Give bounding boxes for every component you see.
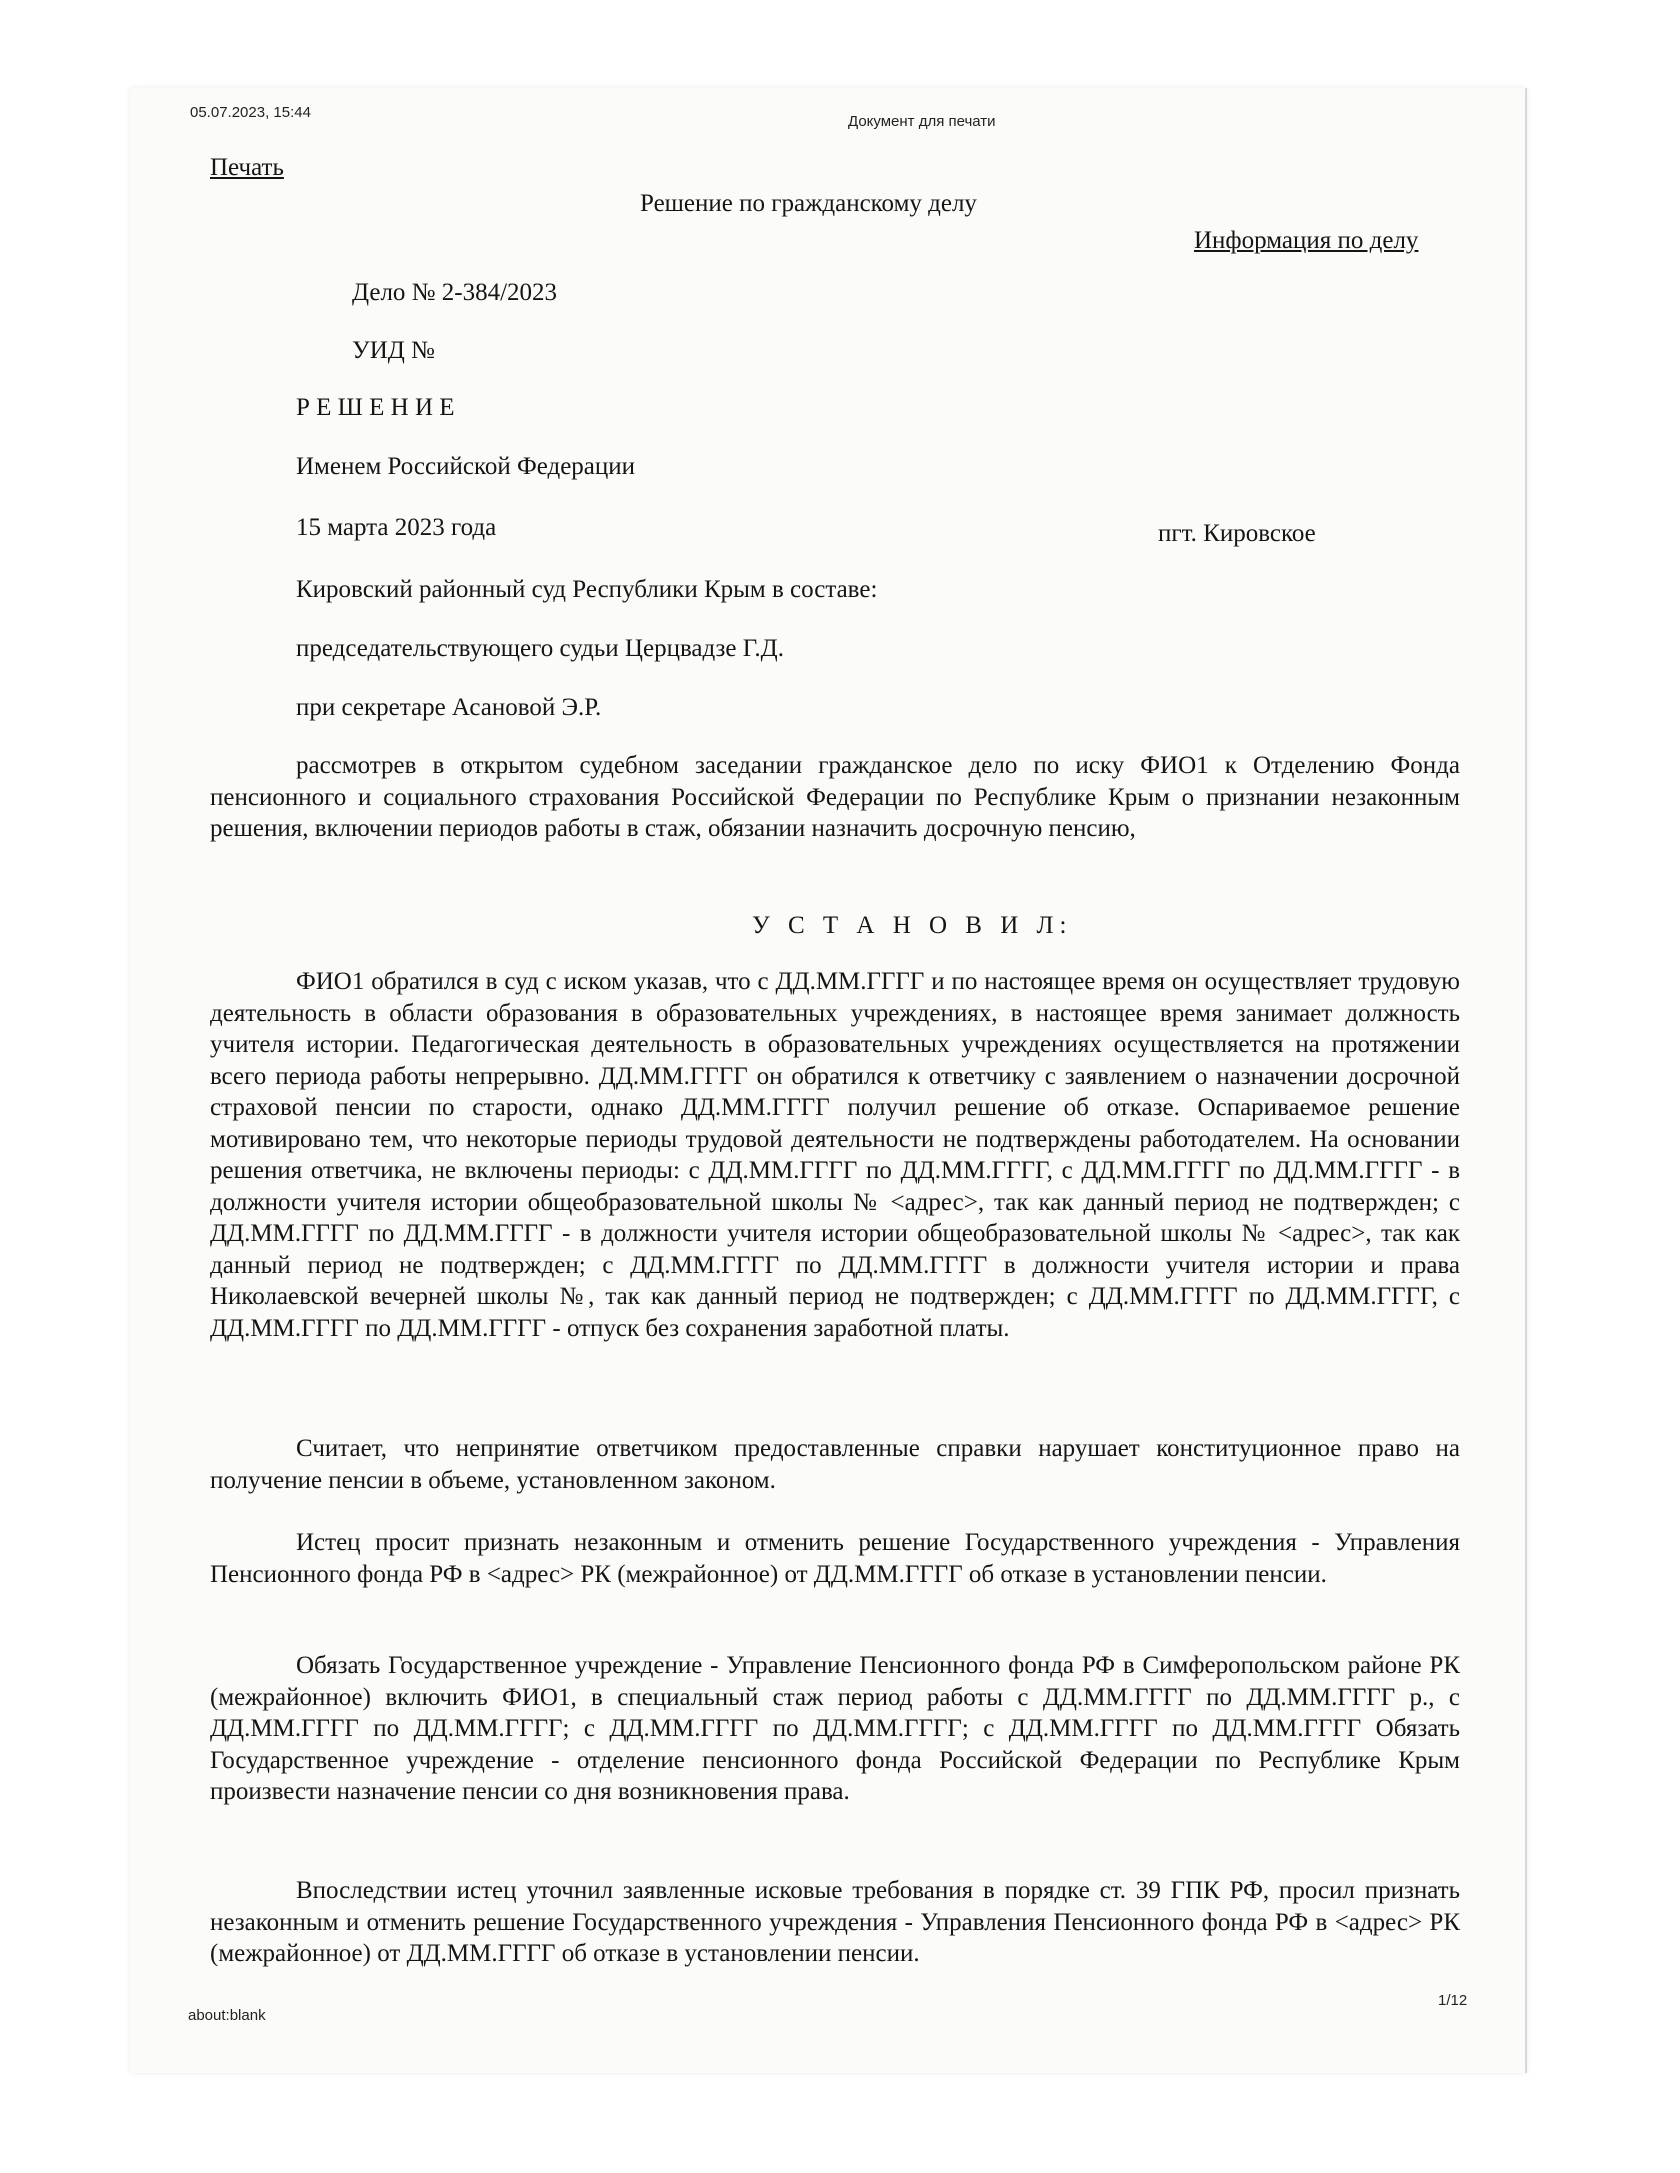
paragraph-2	[210, 1433, 1460, 1496]
decision-date: 15 марта 2023 года	[296, 514, 497, 541]
established-heading: У С Т А Н О В И Л:	[752, 912, 1073, 939]
decision-place: пгт. Кировское	[1158, 520, 1316, 547]
print-page-title: Документ для печати	[848, 113, 996, 130]
considered-text: рассмотрев в открытом судебном заседании гражданское дело по иску ФИО1 к Отделению Фонда пенсионного и социального страхования Российской Федерации по Республике Крым о признании незаконным решения, включении периодов работы в стаж, обязании назначить досрочную пенсию,	[210, 752, 1460, 842]
court-composition: Кировский районный суд Республики Крым в составе:	[296, 576, 878, 603]
uid-label: УИД №	[352, 337, 435, 364]
presiding-judge: председательствующего судьи Церцвадзе Г.Д.	[296, 635, 784, 662]
page-counter: 1/12	[1438, 1992, 1468, 2009]
decision-title: Р Е Ш Е Н И Е	[296, 394, 455, 421]
case-number: Дело № 2-384/2023	[352, 279, 558, 306]
paragraph-3	[210, 1527, 1460, 1590]
paragraph-4	[210, 1650, 1460, 1808]
paragraph-5	[210, 1875, 1460, 1970]
print-link[interactable]: Печать	[210, 154, 284, 181]
paragraph-4-text: Обязать Государственное учреждение - Управление Пенсионного фонда РФ в Симферопольском районе РК (межрайонное) включить ФИО1, в специальный стаж период работы с ДД.ММ.ГГГГ по ДД.ММ.ГГГГ р., с ДД.ММ.ГГГГ по ДД.ММ.ГГГГ; с ДД.ММ.ГГГГ по ДД.ММ.ГГГГ; с ДД.ММ.ГГГГ по ДД.ММ.ГГГГ Обязать Государственное учреждение - отделение пенсионного фонда Российской Федерации по Республике Крым произвести назначение пенсии со дня возникновения права.	[210, 1652, 1460, 1805]
case-info-link[interactable]: Информация по делу	[1194, 227, 1419, 254]
paragraph-1-text: ФИО1 обратился в суд с иском указав, что с ДД.ММ.ГГГГ и по настоящее время он осуществляет трудовую деятельность в области образования в образовательных учреждениях, в настоящее время занимает должность учителя истории. Педагогическая деятельность в образовательных учреждениях осуществляется на протяжении всего периода работы непрерывно. ДД.ММ.ГГГГ он обратился к ответчику с заявлением о назначении досрочной страховой пенсии по старости, однако ДД.ММ.ГГГГ получил решение об отказе. Оспариваемое решение мотивировано тем, что некоторые периоды трудовой деятельности не подтверждены работодателем. На основании решения ответчика, не включены периоды: с ДД.ММ.ГГГГ по ДД.ММ.ГГГГ, с ДД.ММ.ГГГГ по ДД.ММ.ГГГГ - в должности учителя истории общеобразовательной школы № <адрес>, так как данный период не подтвержден; с ДД.ММ.ГГГГ по ДД.ММ.ГГГГ - в должности учителя истории общеобразовательной школы № <адрес>, так как данный период не подтвержден; с ДД.ММ.ГГГГ по ДД.ММ.ГГГГ в должности учителя истории и права Николаевской вечерней школы №, так как данный период не подтвержден; с ДД.ММ.ГГГГ по ДД.ММ.ГГГГ, с ДД.ММ.ГГГГ по ДД.ММ.ГГГГ - отпуск без сохранения заработной платы.	[210, 968, 1460, 1342]
print-datetime: 05.07.2023, 15:44	[190, 104, 311, 121]
in-the-name-of: Именем Российской Федерации	[296, 453, 636, 480]
document-heading: Решение по гражданскому делу	[640, 190, 977, 217]
paragraph-3-text: Истец просит признать незаконным и отменить решение Государственного учреждения - Управления Пенсионного фонда РФ в <адрес> РК (межрайонное) от ДД.ММ.ГГГГ об отказе в установлении пенсии.	[210, 1529, 1460, 1588]
paragraph-1	[210, 966, 1460, 1344]
footer-url: about:blank	[188, 2007, 266, 2024]
paragraph-2-text: Считает, что непринятие ответчиком предоставленные справки нарушает конституционное право на получение пенсии в объеме, установленном законом.	[210, 1435, 1460, 1494]
considered-paragraph	[210, 750, 1460, 845]
paragraph-5-text: Впоследствии истец уточнил заявленные исковые требования в порядке ст. 39 ГПК РФ, просил признать незаконным и отменить решение Государственного учреждения - Управления Пенсионного фонда РФ в <адрес> РК (межрайонное) от ДД.ММ.ГГГГ об отказе в установлении пенсии.	[210, 1877, 1460, 1967]
court-secretary: при секретаре Асановой Э.Р.	[296, 694, 602, 721]
